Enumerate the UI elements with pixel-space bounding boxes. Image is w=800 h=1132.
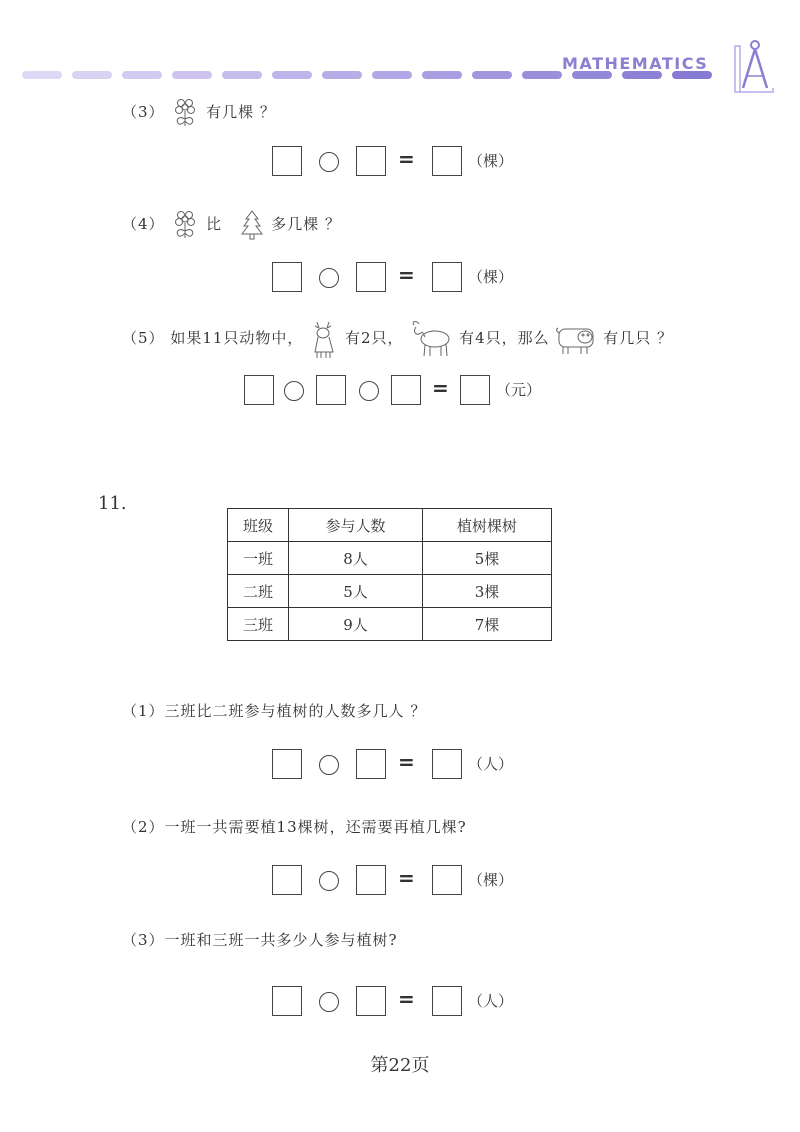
operator-circle[interactable] [284,381,304,401]
answer-box[interactable] [244,375,274,405]
equals-sign: = [398,147,415,171]
flower-icon [170,97,200,129]
answer-box[interactable] [356,749,386,779]
question-4-top: （4） 比 多几棵 ？ [122,209,341,241]
equals-sign: = [398,750,415,774]
answer-box[interactable] [460,375,490,405]
answer-box[interactable] [272,749,302,779]
question-11-1: （1）三班比二班参与植树的人数多几人 ？ [122,702,427,720]
table-cell: 7棵 [423,608,552,641]
answer-box[interactable] [272,865,302,895]
table-cell: 8人 [289,542,423,575]
pine-tree-icon [239,209,265,241]
answer-box[interactable] [356,865,386,895]
table-header-row [228,509,552,542]
equation-row [272,865,532,895]
flower-icon [170,209,200,241]
answer-box[interactable] [432,262,462,292]
answer-box[interactable] [356,986,386,1016]
table-cell: 二班 [228,575,289,608]
unit-label: （棵） [468,152,514,170]
answer-box[interactable] [272,262,302,292]
equals-sign: = [398,263,415,287]
equals-sign: = [398,866,415,890]
unit-label: （人） [468,755,514,773]
table-row [228,608,552,641]
answer-box[interactable] [272,986,302,1016]
equation-row [272,986,532,1016]
answer-box[interactable] [356,262,386,292]
operator-circle[interactable] [319,268,339,288]
answer-box[interactable] [432,146,462,176]
unit-label: （人） [468,992,514,1010]
deer-icon [309,318,339,360]
pig-icon [555,321,597,357]
unit-label: （元） [496,381,542,399]
compass-ruler-icon [733,38,777,96]
table-cell: 三班 [228,608,289,641]
unit-label: （棵） [468,268,514,286]
equation-row [272,749,532,779]
table-row [228,575,552,608]
table-cell: 9人 [289,608,423,641]
table-header: 植树棵树 [423,509,552,542]
page-number: 第22页 [370,1055,430,1076]
table-cell: 5棵 [423,542,552,575]
header-title: MATHEMATICS [562,54,709,73]
data-table [227,508,552,641]
table-row [228,542,552,575]
operator-circle[interactable] [319,992,339,1012]
table-cell: 3棵 [423,575,552,608]
equals-sign: = [398,987,415,1011]
operator-circle[interactable] [359,381,379,401]
answer-box[interactable] [316,375,346,405]
answer-box[interactable] [272,146,302,176]
equals-sign: = [432,376,449,400]
question-11-2: （2）一班一共需要植13棵树，还需要再植几棵? [122,818,467,836]
answer-box[interactable] [391,375,421,405]
operator-circle[interactable] [319,152,339,172]
equation-row [244,375,564,405]
question-11-3: （3）一班和三班一共多少人参与植树? [122,931,398,949]
operator-circle[interactable] [319,871,339,891]
answer-box[interactable] [356,146,386,176]
table-header: 参与人数 [289,509,423,542]
equation-row [272,146,532,176]
table-cell: 一班 [228,542,289,575]
problem-number: 11. [98,493,127,514]
answer-box[interactable] [432,865,462,895]
goat-icon [409,319,453,359]
table-header: 班级 [228,509,289,542]
answer-box[interactable] [432,749,462,779]
unit-label: （棵） [468,871,514,889]
table-cell: 5人 [289,575,423,608]
operator-circle[interactable] [319,755,339,775]
answer-box[interactable] [432,986,462,1016]
equation-row [272,262,532,292]
question-5-top: （5） 如果11只动物中， 有2只， 有4只，那么 有几只 ？ [122,318,673,360]
question-3-top: （3） 有几棵 ？ [122,97,276,129]
